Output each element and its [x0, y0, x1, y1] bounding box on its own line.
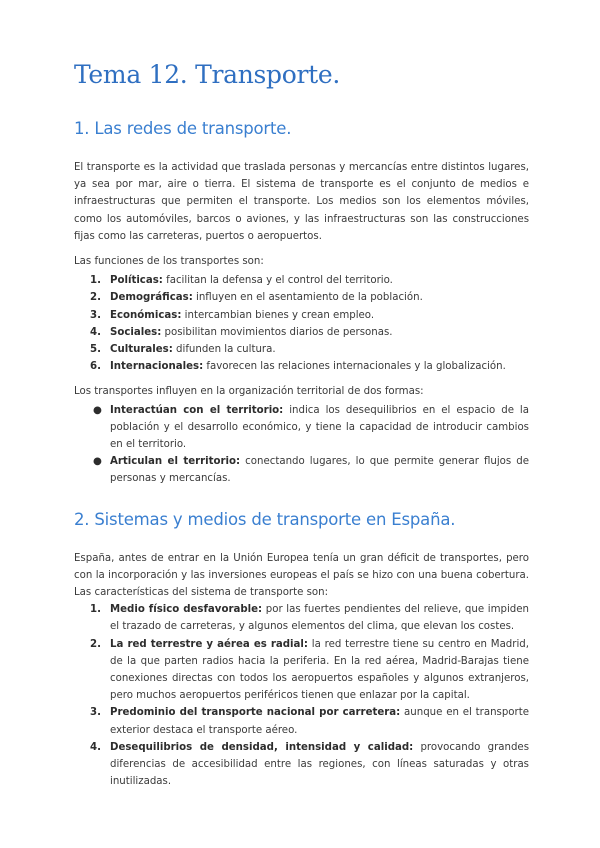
- list-item: [74, 453, 529, 487]
- list-term: La red terrestre y aérea es radial:: [110, 638, 308, 650]
- list-item: [74, 704, 529, 738]
- list-number: 6.: [90, 361, 101, 373]
- list-number: 1.: [90, 604, 101, 616]
- list-text: la red terrestre tiene su centro en Madrid, de la que parten radios hacia la periferia. En la red aérea, Madrid-Barajas tiene conexiones directas con todos los aeropuertos españoles y algunos extranjeros, pero muchos aeropuertos periféricos tienen que enlazar por la capital.: [110, 638, 530, 702]
- bullet-icon: ●: [93, 456, 102, 468]
- list-item: [74, 289, 529, 306]
- list-term: Internacionales:: [110, 361, 204, 373]
- list-term: Demográficas:: [110, 292, 193, 304]
- list-text: por las fuertes pendientes del relieve, que impiden el trazado de carreteras, y algunos elementos del clima, que elevan los costes.: [110, 604, 529, 633]
- list-item: [74, 402, 529, 454]
- list-number: 1.: [90, 275, 101, 287]
- functions-intro: Las funciones de los transportes son:: [74, 256, 264, 268]
- bullet-icon: ●: [93, 404, 102, 416]
- section-1-intro-paragraph: El transporte es la actividad que traslada personas y mercancías entre distintos lugares, ya sea por mar, aire o tierra. El sistema de transporte es el conjunto de medios e infraestructuras que permiten el transporte. Los medios son los elementos móviles, como los automóviles, barcos o aviones, y las infraestructuras son las construcciones fijas como las carreteras, puertos o aeropuertos.: [74, 162, 529, 242]
- section-2-heading: 2. Sistemas y medios de transporte en España.: [74, 509, 456, 529]
- list-term: Sociales:: [110, 326, 162, 338]
- list-term: Culturales:: [110, 344, 173, 356]
- list-text: intercambian bienes y crean empleo.: [181, 309, 375, 321]
- characteristics-list: [74, 601, 529, 790]
- list-item: [74, 324, 529, 341]
- forms-intro: Los transportes influyen en la organización territorial de dos formas:: [74, 386, 424, 398]
- functions-list: [74, 272, 529, 375]
- list-text: favorecen las relaciones internacionales y la globalización.: [203, 361, 506, 373]
- section-1-heading: 1. Las redes de transporte.: [74, 119, 292, 138]
- list-number: 5.: [90, 344, 101, 356]
- list-number: 3.: [90, 707, 101, 719]
- list-text: posibilitan movimientos diarios de personas.: [161, 326, 393, 338]
- list-text: conectando lugares, lo que permite generar flujos de personas y mercancías.: [110, 456, 529, 485]
- list-term: Medio físico desfavorable:: [110, 604, 263, 616]
- list-number: 4.: [90, 741, 101, 753]
- list-number: 4.: [90, 326, 101, 338]
- list-text: difunden la cultura.: [172, 344, 276, 356]
- list-number: 3.: [90, 309, 101, 321]
- list-term: Articulan el territorio:: [110, 456, 241, 468]
- list-number: 2.: [90, 638, 101, 650]
- document-content: [74, 58, 529, 791]
- list-text: facilitan la defensa y el control del territorio.: [162, 275, 393, 287]
- section-2-intro-paragraph: España, antes de entrar en la Unión Europea tenía un gran déficit de transportes, pero con la incorporación y las inversiones europeas el país se hizo con una buena cobertura. Las características del sistema de transporte son:: [74, 552, 529, 599]
- list-text: influyen en el asentamiento de la población.: [192, 292, 423, 304]
- list-item: [74, 341, 529, 358]
- list-text: indica los desequilibrios en el espacio de la población y el desarrollo económico, y tiene la capacidad de introducir cambios en el territorio.: [110, 404, 529, 451]
- list-text: provocando grandes diferencias de accesibilidad entre las regiones, con líneas saturadas y otras inutilizadas.: [110, 741, 529, 788]
- list-item: [74, 739, 529, 791]
- list-term: Interactúan con el territorio:: [110, 404, 284, 416]
- list-item: [74, 601, 529, 635]
- list-item: [74, 636, 529, 705]
- list-item: [74, 307, 529, 324]
- list-number: 2.: [90, 292, 101, 304]
- list-item: [74, 272, 529, 289]
- forms-list: [74, 402, 529, 488]
- list-term: Económicas:: [110, 309, 182, 321]
- list-item: [74, 358, 529, 375]
- list-term: Predominio del transporte nacional por carretera:: [110, 707, 401, 719]
- list-term: Políticas:: [110, 275, 163, 287]
- page-title: Tema 12. Transporte.: [74, 60, 341, 89]
- list-text: aunque en el transporte exterior destaca el transporte aéreo.: [110, 707, 529, 736]
- list-term: Desequilibrios de densidad, intensidad y calidad:: [110, 741, 414, 753]
